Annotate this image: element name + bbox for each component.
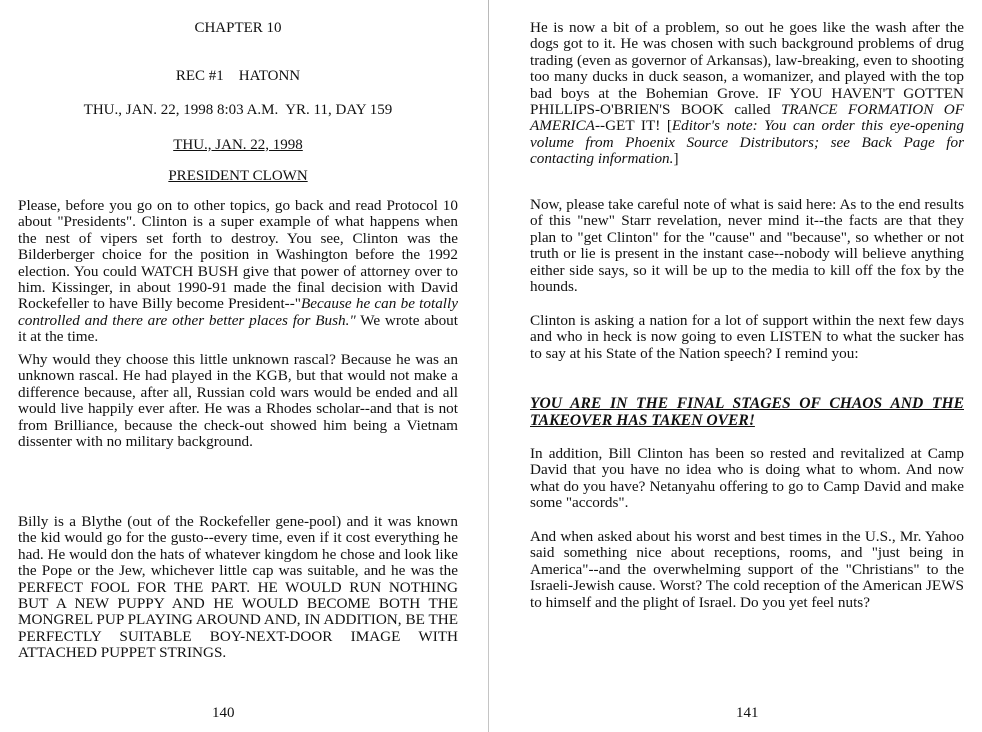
- date-heading: [18, 137, 458, 154]
- left-page: [18, 0, 458, 732]
- paragraph-text: We wrote about it at the time.: [18, 311, 458, 346]
- right-page: [530, 0, 964, 732]
- chapter-heading: CHAPTER 10: [194, 20, 282, 36]
- paragraph-text: Please, before you go on to other topics, go back and read Protocol 10 about "Presidents". Clinton is a super example of what happens when the nest of vipers set forth to destroy. You see, Clinton was the Bilderberger choice for the position in Washington before the 1992 election. You could WATCH BUSH give that power of attorney over to him. Kissinger, in about 1990-91 made the final decision with David Rockefeller to have Billy become President--": [18, 197, 458, 313]
- paragraph: [18, 198, 458, 346]
- page-number: 140: [212, 705, 235, 721]
- page-gutter: [488, 0, 489, 732]
- paragraph: In addition, Bill Clinton has been so rested and revitalized at Camp David that you have no idea who is doing what to whom. And now what do you have? Netanyahu offering to go to Camp David and make some "accords".: [530, 445, 964, 512]
- paragraph-text: He is now a bit of a problem, so out he goes like the wash after the dogs got to it. He was chosen with such background problems of drug trading (even as governor of Arkansas), law-breaking, even to shooting too many ducks in duck season, a womanizer, and played with the top bad boys at the Bohemian Grove. IF YOU HAVEN'T GOTTEN PHILLIPS-O'BRIEN'S BOOK called: [530, 19, 964, 119]
- paragraph: Billy is a Blythe (out of the Rockefeller gene-pool) and it was known the kid would go for the gusto--every time, even if it cost everything he had. He would don the hats of whatever kingdom he chose and look like the Pope or the Jew, whichever little cap was suitable, and he was the PERFECT FOOL FOR THE PART. HE WOULD RUN NOTHING BUT A NEW PUPPY AND HE WOULD BECOME BOTH THE MONGREL PUP PLAYING AROUND AND, IN ADDITION, BE THE PERFECTLY SUITABLE BOY-NEXT-DOOR IMAGE WITH ATTACHED PUPPET STRINGS.: [18, 513, 458, 662]
- subject-heading-text: PRESIDENT CLOWN: [168, 168, 308, 184]
- date-heading-text: THU., JAN. 22, 1998: [173, 137, 303, 153]
- book-title: TRANCE FORMATION OF AMERICA: [530, 101, 964, 135]
- paragraph-text: --GET IT! [: [594, 117, 672, 135]
- quote-text: Because he can be totally controlled and there are other better places for Bush.": [18, 295, 458, 329]
- dateline: THU., JAN. 22, 1998 8:03 A.M. YR. 11, DAY 159: [83, 102, 393, 118]
- subject-heading: [18, 168, 458, 185]
- record-heading: REC #1 HATONN: [175, 68, 301, 84]
- paragraph: Clinton is asking a nation for a lot of support within the next few days and who in heck is now going to even LISTEN to what the sucker has to say at his State of the Nation speech? I remind you:: [530, 312, 964, 362]
- emphasis-paragraph: YOU ARE IN THE FINAL STAGES OF CHAOS AND THE TAKEOVER HAS TAKEN OVER!: [530, 395, 964, 429]
- paragraph: Why would they choose this little unknown rascal? Because he was an unknown rascal. He had played in the KGB, but that would not make a difference because, after all, Russian cold wars would be ended and all would live happily ever after. He was a Rhodes scholar--and that is not from Brilliance, because the check-out showed him being a Vietnam dissenter with no military background.: [18, 351, 458, 451]
- paragraph-text: ]: [673, 150, 679, 168]
- paragraph: And when asked about his worst and best times in the U.S., Mr. Yahoo said something nice about receptions, rooms, and "just being in America"--and the overwhelming support of the "Christians" to the Israeli-Jewish cause. Worst? The cold reception of the American JEWS to himself and the plight of Israel. Do you yet feel nuts?: [530, 528, 964, 611]
- page-number: 141: [736, 705, 759, 721]
- editor-note: Editor's note: You can order this eye-opening volume from Phoenix Source Distributors; see Back Page for contacting information.: [530, 117, 964, 168]
- paragraph: Now, please take careful note of what is said here: As to the end results of this "new" Starr revelation, never mind it--the facts are that they plan to "get Clinton" for the "cause" and "because", so whether or not truth or lie is present in the instant case--nobody will believe anything either side says, so it will be up to the media to kill off the fox by the hounds.: [530, 196, 964, 296]
- paragraph: [530, 20, 964, 168]
